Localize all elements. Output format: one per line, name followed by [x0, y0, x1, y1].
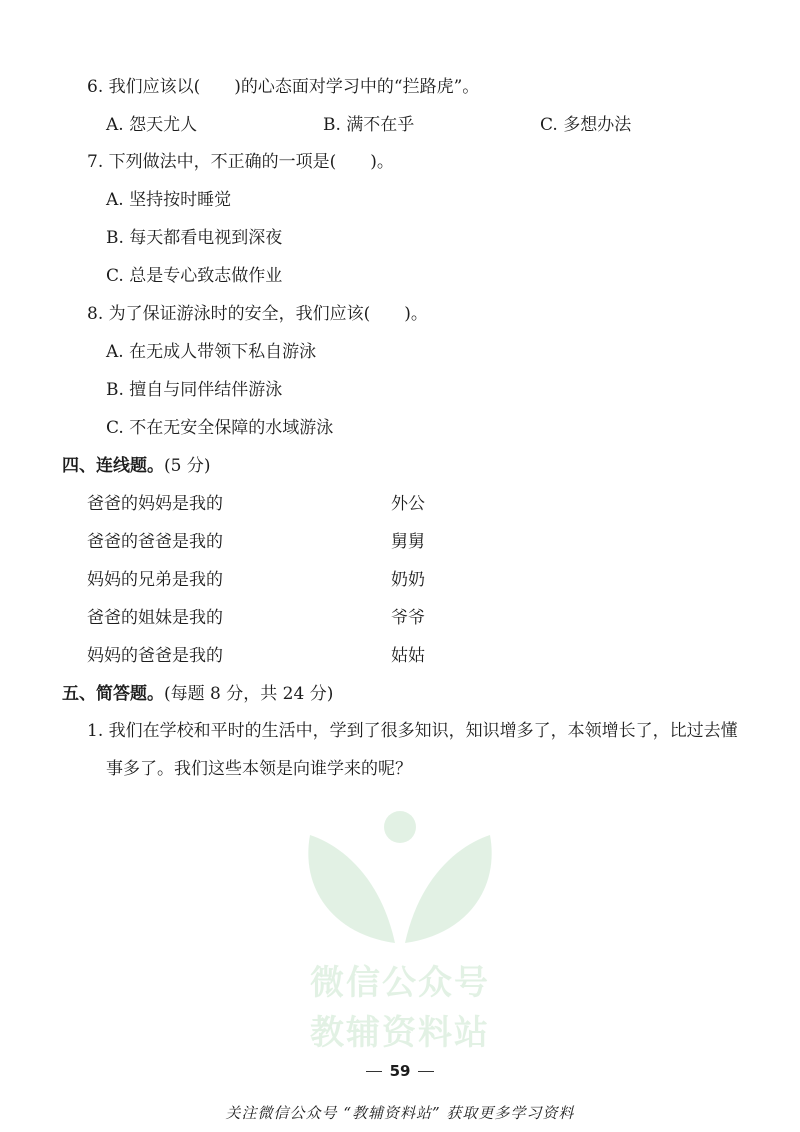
page-number-dash-left: [366, 1071, 382, 1072]
question-6-option-c: C. 多想办法: [540, 115, 632, 135]
question-7-option-a: A. 坚持按时睡觉: [106, 190, 232, 210]
page-number-value: 59: [389, 1062, 411, 1080]
section-5-question-1-line-1: 1. 我们在学校和平时的生活中，学到了很多知识，知识增多了，本领增长了，比过去懂: [87, 721, 738, 741]
question-7-option-b: B. 每天都看电视到深夜: [106, 228, 283, 248]
section-4-title: 四、连线题。: [62, 456, 164, 476]
question-8-option-b: B. 擅自与同伴结伴游泳: [106, 380, 283, 400]
match-right-1: 外公: [391, 494, 425, 514]
section-4-heading: [62, 456, 210, 476]
match-left-4: 爸爸的姐妹是我的: [87, 608, 223, 628]
section-5-heading: [62, 684, 333, 704]
footer-note: 关注微信公众号 “教辅资料站” 获取更多学习资料: [225, 1104, 575, 1122]
question-8-stem: 8. 为了保证游泳时的安全，我们应该( )。: [87, 304, 428, 324]
question-7-stem: 7. 下列做法中，不正确的一项是( )。: [87, 152, 394, 172]
match-right-2: 舅舅: [391, 532, 425, 552]
section-5-note: (每题 8 分，共 24 分): [164, 684, 334, 704]
section-5-question-1-line-2: 事多了。我们这些本领是向谁学来的呢？: [106, 759, 412, 779]
section-4-note: (5 分): [164, 456, 211, 476]
match-left-1: 爸爸的妈妈是我的: [87, 494, 223, 514]
question-6-option-a: A. 怨天尤人: [106, 115, 198, 135]
page-number-dash-right: [418, 1071, 434, 1072]
question-8-option-c: C. 不在无安全保障的水域游泳: [106, 418, 334, 438]
match-right-3: 奶奶: [391, 570, 425, 590]
question-7-option-c: C. 总是专心致志做作业: [106, 266, 283, 286]
match-right-5: 姑姑: [391, 646, 425, 666]
match-right-4: 爷爷: [391, 608, 425, 628]
match-left-3: 妈妈的兄弟是我的: [87, 570, 223, 590]
match-left-5: 妈妈的爸爸是我的: [87, 646, 223, 666]
watermark-line-1: 微信公众号: [310, 963, 490, 1003]
match-left-2: 爸爸的爸爸是我的: [87, 532, 223, 552]
watermark-line-2: 教辅资料站: [310, 1013, 490, 1053]
question-6-option-b: B. 满不在乎: [323, 115, 415, 135]
page-number: [0, 1062, 800, 1080]
section-5-title: 五、简答题。: [62, 684, 164, 704]
watermark-leaf-logo: [295, 805, 505, 945]
question-8-option-a: A. 在无成人带领下私自游泳: [106, 342, 317, 362]
watermark: [295, 805, 505, 1065]
question-6-stem: 6. 我们应该以( )的心态面对学习中的“拦路虎”。: [87, 77, 480, 97]
